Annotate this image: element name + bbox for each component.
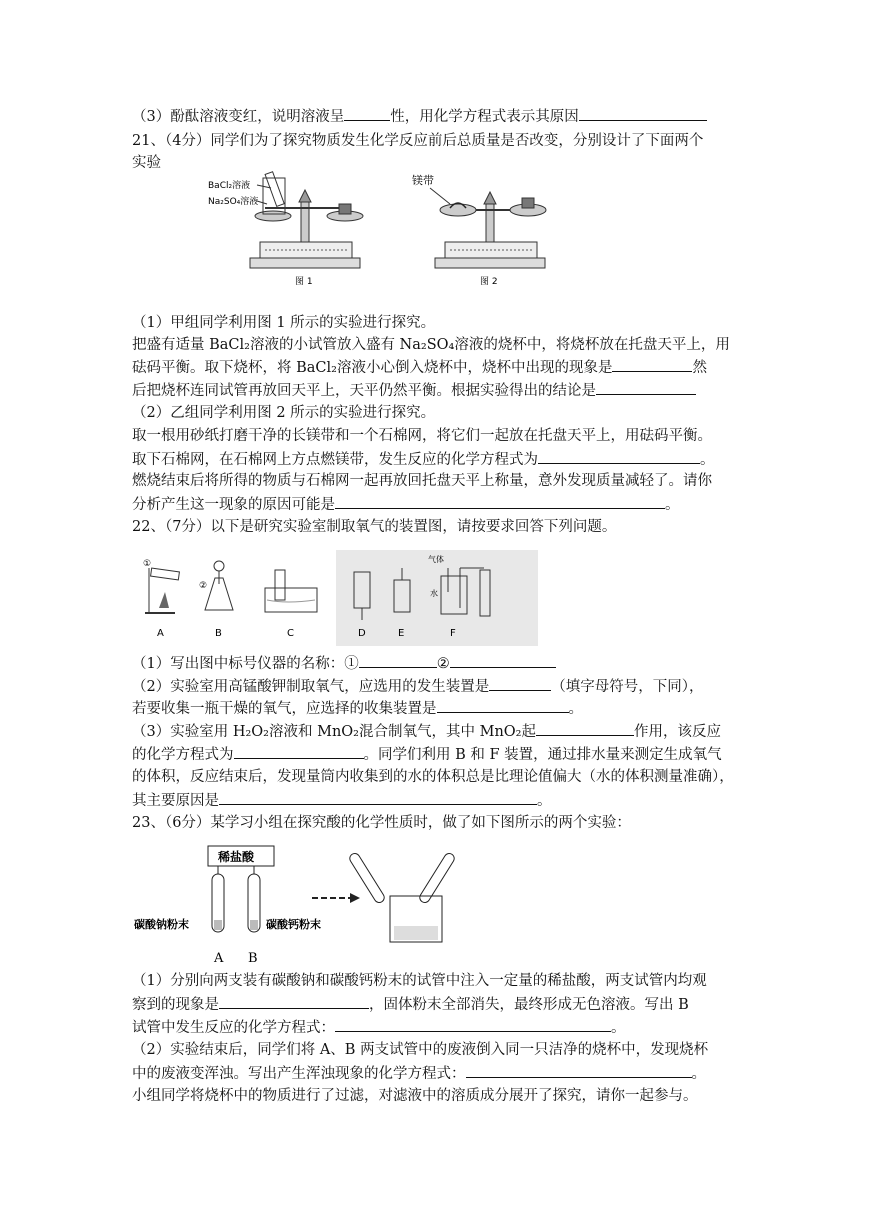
q22-part1-text: （1）写出图中标号仪器的名称：①: [132, 656, 359, 672]
q21-part2-line2-text: 取下石棉网，在石棉网上方点燃镁带，发生反应的化学方程式为: [132, 452, 538, 468]
q21-part2-line4-end: 。: [665, 497, 680, 513]
q23-part2-line2: [132, 1063, 706, 1084]
q21-part1-line2: [132, 357, 707, 378]
label-dilute-hcl: 稀盐酸: [218, 850, 255, 864]
q23-part1-line3: [132, 1017, 626, 1038]
q21-part1-line1: 把盛有适量 BaCl₂溶液的小试管放入盛有 Na₂SO₄溶液的烧杯中，将烧杯放在托盘天平上，用: [132, 337, 730, 353]
q23-part1-text-e: 。: [611, 1020, 626, 1036]
q22-answer-blank-role[interactable]: [536, 721, 634, 736]
q22-part2-line2: [132, 698, 583, 719]
q22-part3-line2: [132, 744, 722, 765]
q22-part3-text-d: 。同学们利用 B 和 F 装置，通过排水量来测定生成氧气: [363, 747, 722, 763]
q21-part1-line2-text: 砝码平衡。取下烧杯，将 BaCl₂溶液小心倒入烧杯中，烧杯中出现的现象是: [132, 360, 613, 376]
q22-part3-text-f: 其主要原因是: [132, 793, 219, 809]
q21-part2-line4: [132, 494, 680, 515]
label-magnesium-ribbon: 镁带: [412, 174, 434, 187]
oxygen-apparatus-def: [336, 550, 538, 646]
q23-intro: 23、（6分）某学习小组在探究酸的化学性质时，做了如下图所示的两个实验：: [132, 815, 631, 831]
q23-part1-text-d: 试管中发生反应的化学方程式：: [132, 1020, 335, 1036]
balance-beaker-diagram: [205, 160, 400, 290]
q22-part2-line1: [132, 676, 703, 697]
q22-part2-text-d: 。: [568, 701, 583, 717]
q22-intro: 22、（7分）以下是研究实验室制取氧气的装置图，请按要求回答下列问题。: [132, 519, 617, 535]
q23-figure: [132, 840, 472, 965]
q20-part3-text-a: （3）酚酞溶液变红，说明溶液呈: [132, 109, 345, 125]
q22-answer-blank-instrument-2[interactable]: [450, 653, 556, 668]
q22-part3-text-c: 的化学方程式为: [132, 747, 234, 763]
q22-figure-abc: [135, 548, 330, 648]
label-a: A: [157, 628, 164, 639]
label-bacl2: BaCl₂溶液: [208, 181, 251, 191]
q21-figure-2: [410, 170, 560, 290]
q23-answer-blank-b-equation[interactable]: [335, 1017, 611, 1032]
label-tube-b: B: [248, 951, 258, 965]
q21-answer-blank-reason[interactable]: [335, 494, 665, 509]
q23-answer-blank-phenomenon[interactable]: [219, 994, 369, 1009]
q23-part1-text-c: ，固体粉末全部消失，最终形成无色溶液。写出 B: [369, 997, 689, 1013]
label-b: B: [215, 628, 222, 639]
q22-part3-line1: [132, 721, 721, 742]
q22-part3-text-b: 作用，该反应: [633, 724, 721, 740]
label-f: F: [450, 628, 456, 639]
q21-part1-line3: [132, 380, 696, 401]
mark-2: ②: [199, 581, 208, 591]
q21-part2-line2-end: 。: [700, 452, 715, 468]
q21-part2-line4-text: 分析产生这一现象的原因可能是: [132, 497, 335, 513]
q22-answer-blank-main-reason[interactable]: [219, 790, 537, 805]
label-sodium-carbonate: 碳酸钠粉末: [134, 918, 189, 931]
q20-answer-blank-nature[interactable]: [344, 106, 390, 121]
q21-figure-1: [205, 160, 400, 290]
label-water: 水: [430, 589, 438, 598]
q21-part1-title: （1）甲组同学利用图 1 所示的实验进行探究。: [132, 315, 436, 331]
q23-part2-line1: （2）实验结束后，同学们将 A、B 两支试管中的废液倒入同一只洁净的烧杯中，发现烧杯: [132, 1042, 709, 1058]
q22-part3-text-a: （3）实验室用 H₂O₂溶液和 MnO₂混合制氧气，其中 MnO₂起: [132, 724, 536, 740]
q21-intro-line2: 实验: [132, 155, 161, 171]
label-tube-a: A: [214, 951, 224, 965]
q22-part2-text-b: （填字母符号，下同），: [551, 679, 704, 695]
q22-part2-text-c: 若要收集一瓶干燥的氧气，应选择的收集装置是: [132, 701, 437, 717]
q22-part1-mark2: ②: [436, 656, 450, 672]
q23-answer-blank-turbid-equation[interactable]: [466, 1063, 692, 1078]
q21-part1-line2-end: 然: [692, 360, 707, 376]
q20-part3-text-b: 性，用化学方程式表示其原因: [390, 109, 579, 125]
balance-magnesium-diagram: [410, 170, 560, 290]
q23-part1-line2: [132, 994, 689, 1015]
q21-part2-line2: [132, 449, 715, 470]
q21-answer-blank-conclusion[interactable]: [596, 380, 696, 395]
q22-answer-blank-collector[interactable]: [437, 698, 569, 713]
label-calcium-carbonate: 碳酸钙粉末: [266, 918, 321, 931]
q23-part1-text-b: 察到的现象是: [132, 997, 219, 1013]
q21-part1-line3-text: 后把烧杯连同试管再放回天平上，天平仍然平衡。根据实验得出的结论是: [132, 383, 596, 399]
figure-1-caption: 图 1: [295, 277, 313, 287]
q20-answer-blank-equation[interactable]: [579, 106, 707, 121]
label-c: C: [287, 628, 294, 639]
q21-part2-line3: 燃烧结束后将所得的物质与石棉网一起再放回托盘天平上称量，意外发现质量减轻了。请你: [132, 473, 712, 489]
q22-part3-line3: 的体积，反应结束后，发现量筒内收集到的水的体积总是比理论值偏大（水的体积测量准确），: [132, 769, 734, 785]
q23-part2-text-c: 。: [691, 1066, 706, 1082]
q20-part3-line: [132, 106, 707, 127]
q22-part3-text-g: 。: [537, 793, 552, 809]
q22-part3-line4: [132, 790, 552, 811]
q22-answer-blank-generator[interactable]: [489, 676, 551, 691]
q23-part2-text-b: 中的废液变浑浊。写出产生浑浊现象的化学方程式：: [132, 1066, 466, 1082]
q23-part1-line1: （1）分别向两支装有碳酸钠和碳酸钙粉末的试管中注入一定量的稀盐酸，两支试管内均观: [132, 973, 707, 989]
label-d: D: [358, 628, 366, 639]
oxygen-apparatus-abc: [135, 548, 330, 648]
q22-answer-blank-h2o2-equation[interactable]: [234, 744, 364, 759]
q21-answer-blank-phenomenon[interactable]: [612, 357, 692, 372]
q22-answer-blank-instrument-1[interactable]: [359, 653, 437, 668]
q21-intro-line1: 21、（4分）同学们为了探究物质发生化学反应前后总质量是否改变，分别设计了下面两个: [132, 133, 704, 149]
q22-figure-def: [336, 550, 538, 646]
q21-part2-line1: 取一根用砂纸打磨干净的长镁带和一个石棉网，将它们一起放在托盘天平上，用砝码平衡。: [132, 428, 712, 444]
q22-part1-line: [132, 653, 556, 674]
q22-part2-text-a: （2）实验室用高锰酸钾制取氧气，应选用的发生装置是: [132, 679, 490, 695]
label-na2so4: Na₂SO₄溶液: [208, 197, 259, 207]
label-gas: 气体: [428, 555, 444, 564]
figure-2-caption: 图 2: [480, 277, 498, 287]
q21-answer-blank-mg-equation[interactable]: [538, 449, 700, 464]
acid-test-tubes-diagram: [132, 840, 472, 965]
q21-part2-title: （2）乙组同学利用图 2 所示的实验进行探究。: [132, 405, 436, 421]
mark-1: ①: [143, 559, 152, 569]
label-e: E: [398, 628, 405, 639]
q23-part2-line3: 小组同学将烧杯中的物质进行了过滤，对滤液中的溶质成分展开了探究，请你一起参与。: [132, 1088, 698, 1104]
